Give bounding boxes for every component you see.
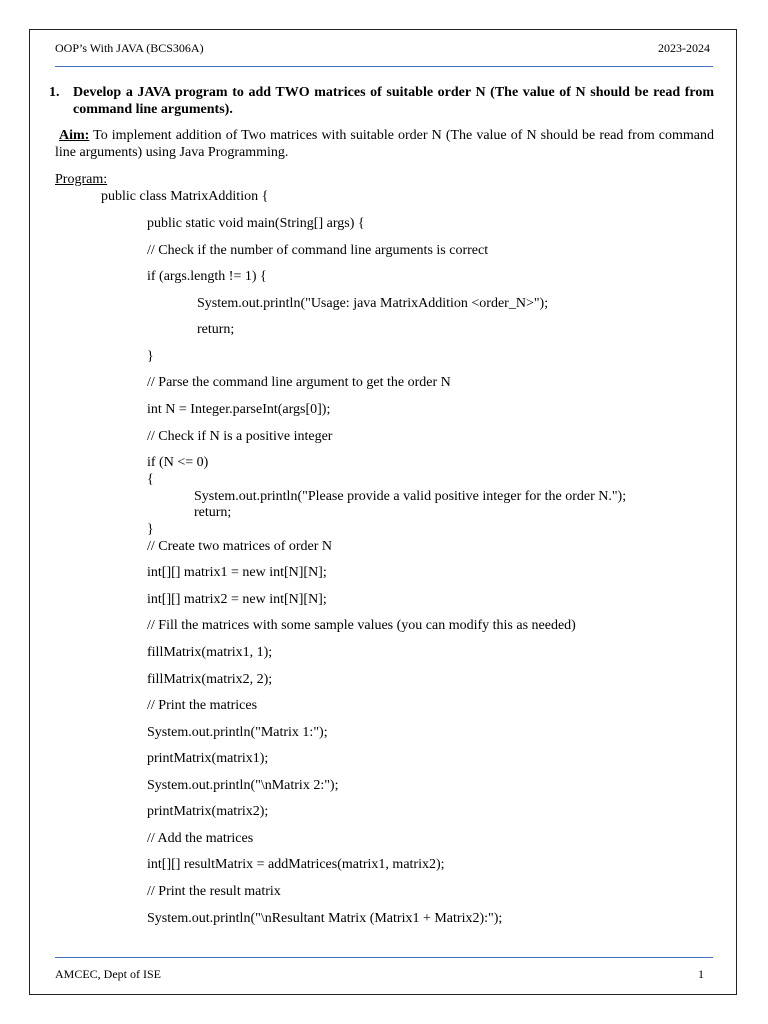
code-line: return; (197, 322, 235, 337)
footer-rule (55, 957, 713, 958)
code-line: fillMatrix(matrix2, 2); (147, 672, 273, 687)
code-line: return; (194, 505, 232, 520)
code-line: } (147, 349, 154, 364)
code-line: System.out.println("\nResultant Matrix (Matrix1 + Matrix2):"); (147, 911, 503, 926)
code-line: System.out.println("Please provide a valid positive integer for the order N."); (194, 489, 627, 504)
code-line: printMatrix(matrix1); (147, 751, 269, 766)
code-line: // Print the matrices (147, 698, 258, 713)
code-line: // Check if N is a positive integer (147, 429, 333, 444)
code-line: // Create two matrices of order N (147, 539, 333, 554)
footer-dept: AMCEC, Dept of ISE (55, 967, 161, 981)
code-line: int[][] resultMatrix = addMatrices(matrix1, matrix2); (147, 857, 445, 872)
code-line: System.out.println("Usage: java MatrixAddition <order_N>"); (197, 296, 549, 311)
code-line: fillMatrix(matrix1, 1); (147, 645, 273, 660)
header-course: OOP’s With JAVA (BCS306A) (55, 41, 204, 55)
code-line: // Check if the number of command line arguments is correct (147, 243, 489, 258)
code-line: if (args.length != 1) { (147, 269, 267, 284)
code-line: if (N <= 0) (147, 455, 209, 470)
code-line: System.out.println("\nMatrix 2:"); (147, 778, 339, 793)
aim-text: To implement addition of Two matrices with suitable order N (The value of N should be read from command line arguments) using Java Programming. (55, 128, 714, 160)
page-number: 1 (698, 967, 704, 981)
code-line: // Fill the matrices with some sample values (you can modify this as needed) (147, 618, 576, 633)
code-line: public static void main(String[] args) { (147, 216, 365, 231)
question (49, 84, 714, 118)
aim-label: Aim: (59, 128, 90, 143)
code-line: // Add the matrices (147, 831, 254, 846)
code-line: int[][] matrix1 = new int[N][N]; (147, 565, 327, 580)
code-line: int[][] matrix2 = new int[N][N]; (147, 592, 327, 607)
code-line: // Print the result matrix (147, 884, 281, 899)
code-line: int N = Integer.parseInt(args[0]); (147, 402, 331, 417)
page-border (29, 29, 737, 995)
question-number: 1. (49, 85, 60, 100)
header-rule (55, 66, 713, 67)
aim-paragraph (55, 127, 714, 161)
header-year: 2023-2024 (658, 41, 710, 55)
code-line: public class MatrixAddition { (101, 189, 269, 204)
code-line: } (147, 522, 154, 537)
code-line: System.out.println("Matrix 1:"); (147, 725, 328, 740)
program-label: Program: (55, 172, 108, 187)
code-line: // Parse the command line argument to get the order N (147, 375, 451, 390)
code-line: { (147, 472, 154, 487)
code-line: printMatrix(matrix2); (147, 804, 269, 819)
question-text: Develop a JAVA program to add TWO matrices of suitable order N (The value of N should be read from command line arguments). (73, 85, 714, 117)
